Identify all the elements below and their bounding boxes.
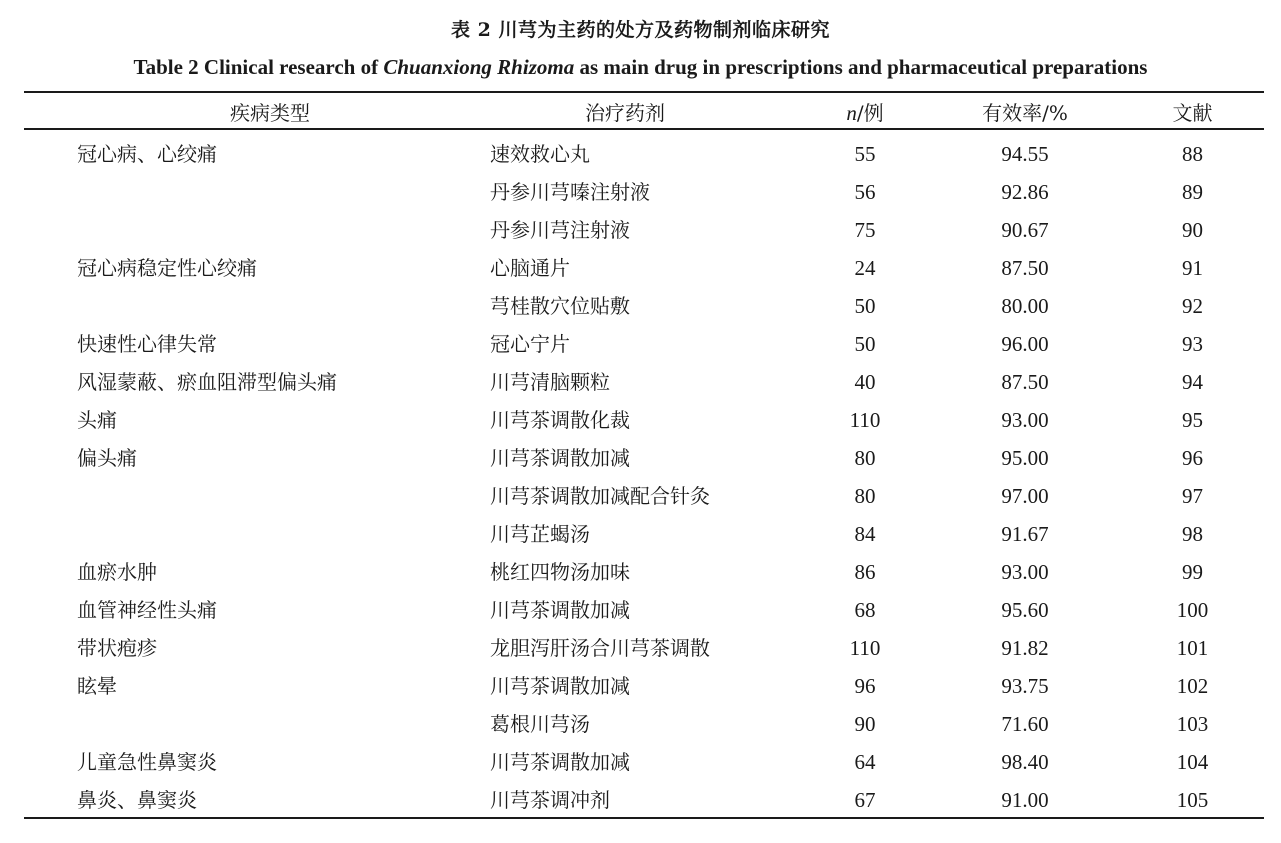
- table-row: [0, 515, 1281, 553]
- cell-drug: 速效救心丸: [490, 142, 590, 166]
- title-en-suffix: as main drug in prescriptions and pharmaceutical preparations: [574, 55, 1148, 79]
- cell-rate: 93.75: [1001, 674, 1049, 698]
- table-top-rule: [24, 91, 1264, 93]
- cell-drug: 丹参川芎注射液: [490, 218, 630, 242]
- cell-disease: 儿童急性鼻窦炎: [77, 750, 217, 774]
- cell-ref: 89: [1182, 180, 1203, 204]
- table-row: [0, 363, 1281, 401]
- cell-n: 68: [854, 598, 876, 622]
- cell-n: 50: [854, 294, 876, 318]
- cell-n: 75: [854, 218, 876, 242]
- table-row: [0, 249, 1281, 287]
- cell-disease: 风湿蒙蔽、瘀血阻滞型偏头痛: [77, 370, 337, 394]
- cell-n: 110: [849, 636, 881, 660]
- cell-disease: 血管神经性头痛: [77, 598, 217, 622]
- cell-rate: 90.67: [1001, 218, 1049, 242]
- cell-drug: 川芎茶调散化裁: [490, 408, 630, 432]
- cell-rate: 98.40: [1001, 750, 1049, 774]
- cell-disease: 头痛: [77, 408, 117, 432]
- table-row: [0, 743, 1281, 781]
- cell-rate: 96.00: [1001, 332, 1049, 356]
- table-header-rule: [24, 128, 1264, 130]
- cell-rate: 91.82: [1001, 636, 1049, 660]
- header-disease-type: 疾病类型: [230, 101, 310, 125]
- title-en-prefix: Table 2 Clinical research of: [133, 55, 384, 79]
- cell-ref: 88: [1182, 142, 1203, 166]
- cell-drug: 心脑通片: [490, 256, 570, 280]
- header-reference: 文献: [1172, 101, 1213, 125]
- cell-n: 55: [854, 142, 876, 166]
- cell-n: 67: [854, 788, 876, 812]
- cell-drug: 龙胆泻肝汤合川芎茶调散: [490, 636, 710, 660]
- cell-disease: 带状疱疹: [77, 636, 157, 660]
- cell-n: 96: [854, 674, 876, 698]
- cell-n: 40: [854, 370, 876, 394]
- table-bottom-rule: [24, 817, 1264, 819]
- cell-ref: 92: [1182, 294, 1203, 318]
- cell-ref: 91: [1182, 256, 1203, 280]
- table-row: [0, 135, 1281, 173]
- table-row: [0, 325, 1281, 363]
- table-row: [0, 287, 1281, 325]
- cell-rate: 97.00: [1001, 484, 1049, 508]
- cell-n: 80: [854, 446, 876, 470]
- cell-drug: 川芎清脑颗粒: [490, 370, 610, 394]
- cell-ref: 99: [1182, 560, 1203, 584]
- cell-disease: 血瘀水肿: [77, 560, 157, 584]
- cell-ref: 103: [1176, 712, 1209, 736]
- cell-rate: 95.60: [1001, 598, 1049, 622]
- cell-rate: 71.60: [1001, 712, 1049, 736]
- table-row: [0, 705, 1281, 743]
- cell-n: 50: [854, 332, 876, 356]
- table-title-english: [0, 55, 1281, 80]
- cell-rate: 80.00: [1001, 294, 1049, 318]
- cell-n: 80: [854, 484, 876, 508]
- cell-n: 86: [854, 560, 876, 584]
- cell-ref: 104: [1176, 750, 1209, 774]
- cell-drug: 川芎茶调散加减: [490, 750, 630, 774]
- header-efficacy-rate: 有效率/%: [982, 101, 1068, 125]
- cell-disease: 冠心病、心绞痛: [77, 142, 217, 166]
- table-row: [0, 629, 1281, 667]
- cell-n: 64: [854, 750, 876, 774]
- cell-drug: 川芎茶调散加减: [490, 446, 630, 470]
- cell-rate: 95.00: [1001, 446, 1049, 470]
- cell-ref: 97: [1182, 484, 1203, 508]
- cell-rate: 91.00: [1001, 788, 1049, 812]
- cell-n: 110: [849, 408, 881, 432]
- cell-drug: 川芎茶调散加减: [490, 674, 630, 698]
- cell-drug: 冠心宁片: [490, 332, 570, 356]
- cell-ref: 98: [1182, 522, 1203, 546]
- table-row: [0, 439, 1281, 477]
- title-en-italic: Chuanxiong Rhizoma: [383, 55, 575, 79]
- cell-ref: 93: [1182, 332, 1203, 356]
- cell-drug: 葛根川芎汤: [490, 712, 590, 736]
- table-row: [0, 173, 1281, 211]
- cell-drug: 川芎茶调散加减: [490, 598, 630, 622]
- cell-rate: 93.00: [1001, 560, 1049, 584]
- cell-rate: 92.86: [1001, 180, 1049, 204]
- cell-drug: 川芎茶调散加减配合针灸: [490, 484, 710, 508]
- cell-n: 24: [854, 256, 876, 280]
- cell-n: 90: [854, 712, 876, 736]
- cell-drug: 芎桂散穴位贴敷: [490, 294, 630, 318]
- header-n-symbol: n: [846, 101, 857, 125]
- cell-ref: 95: [1182, 408, 1203, 432]
- cell-disease: 眩晕: [77, 674, 117, 698]
- cell-rate: 93.00: [1001, 408, 1049, 432]
- cell-rate: 91.67: [1001, 522, 1049, 546]
- header-case-count: [800, 101, 930, 125]
- cell-disease: 鼻炎、鼻窦炎: [77, 788, 197, 812]
- cell-drug: 川芎芷蝎汤: [490, 522, 590, 546]
- cell-rate: 94.55: [1001, 142, 1049, 166]
- cell-ref: 100: [1176, 598, 1209, 622]
- cell-n: 56: [854, 180, 876, 204]
- cell-disease: 快速性心律失常: [77, 332, 217, 356]
- cell-drug: 川芎茶调冲剂: [490, 788, 610, 812]
- cell-ref: 90: [1182, 218, 1203, 242]
- cell-ref: 96: [1182, 446, 1203, 470]
- cell-disease: 偏头痛: [77, 446, 137, 470]
- cell-drug: 桃红四物汤加味: [490, 560, 630, 584]
- cell-ref: 101: [1176, 636, 1209, 660]
- header-treatment-drug: 治疗药剂: [585, 101, 665, 125]
- cell-drug: 丹参川芎嗪注射液: [490, 180, 650, 204]
- table-row: [0, 667, 1281, 705]
- table-title-chinese: 表 2 川芎为主药的处方及药物制剂临床研究: [451, 19, 830, 41]
- table-row: [0, 477, 1281, 515]
- table-row: [0, 591, 1281, 629]
- table-row: [0, 211, 1281, 249]
- table-row: [0, 781, 1281, 819]
- cell-n: 84: [854, 522, 876, 546]
- cell-ref: 105: [1176, 788, 1209, 812]
- cell-rate: 87.50: [1001, 370, 1049, 394]
- header-n-unit: /例: [856, 101, 884, 125]
- cell-ref: 94: [1182, 370, 1203, 394]
- cell-ref: 102: [1176, 674, 1209, 698]
- cell-rate: 87.50: [1001, 256, 1049, 280]
- cell-disease: 冠心病稳定性心绞痛: [77, 256, 257, 280]
- table-row: [0, 401, 1281, 439]
- table-row: [0, 553, 1281, 591]
